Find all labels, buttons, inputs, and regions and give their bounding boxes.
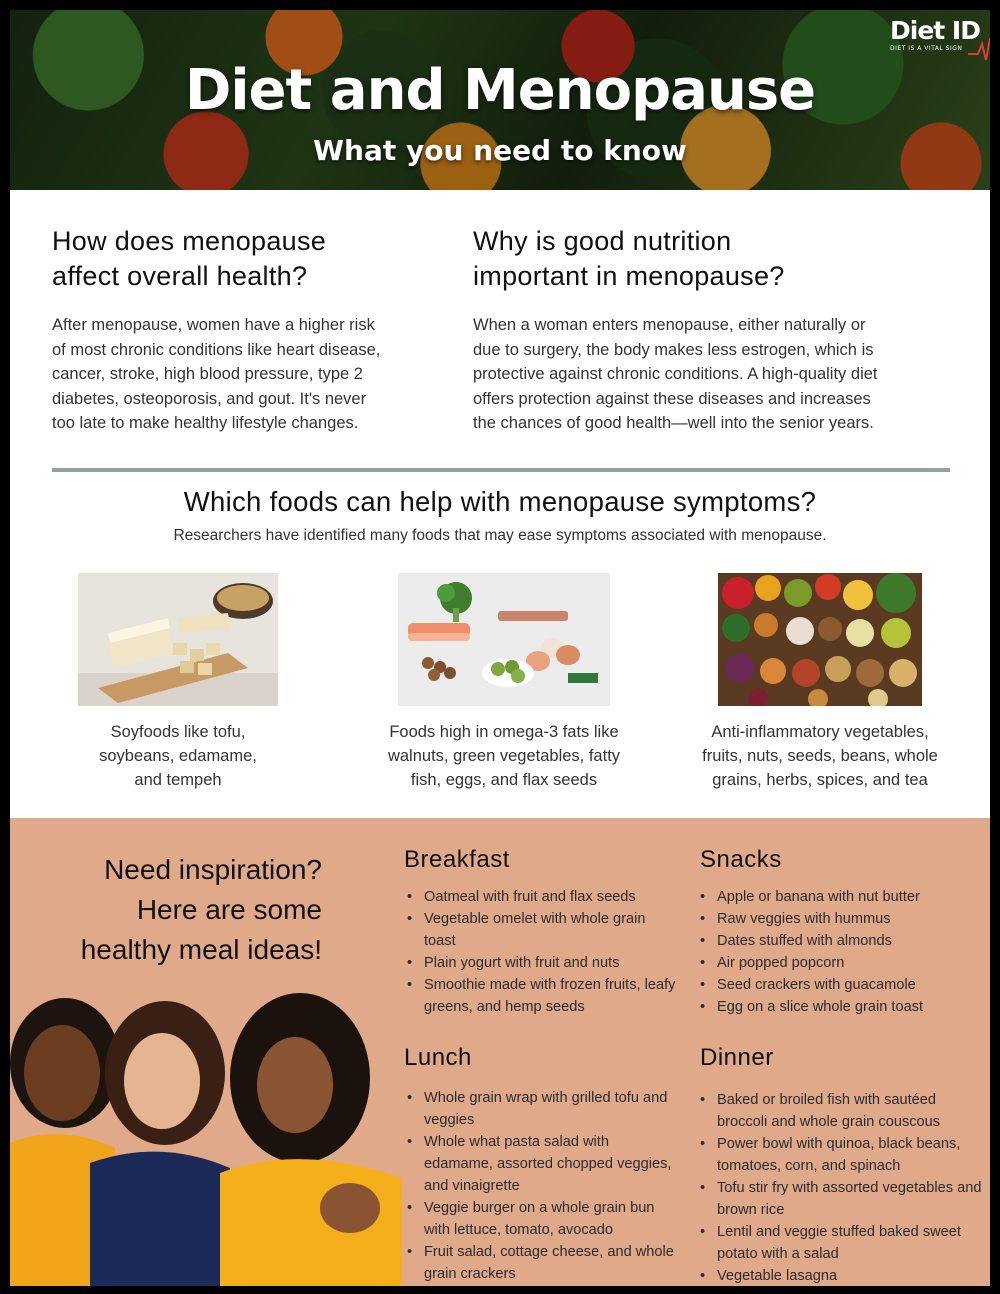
inspiration-line: Need inspiration? [104,854,322,885]
list-item: • Vegetable omelet with whole grain toast [404,908,679,952]
meal-ideas-section [10,818,990,1286]
body-line: offers protection against these diseases and increases [473,389,871,408]
diet-id-logo [890,16,980,52]
list-item: • Whole what pasta salad with edamame, assorted chopped veggies, and vinaigrette [404,1131,679,1197]
snacks-heading: Snacks [700,846,782,873]
heartbeat-icon [968,32,990,62]
logo-tagline: DIET IS A VITAL SIGN [890,45,963,52]
inspiration-line: healthy meal ideas! [80,934,322,965]
caption-line: soybeans, edamame, [99,747,257,765]
body-line: due to surgery, the body makes less estrogen, which is [473,340,874,359]
caption-line: Foods high in omega-3 fats like [389,723,619,741]
list-item: • Dates stuffed with almonds [697,930,982,952]
left-question-title [52,224,452,294]
lunch-heading: Lunch [404,1044,472,1071]
omega3-foods-image [398,573,610,706]
caption-line: walnuts, green vegetables, fatty [387,747,621,765]
inspiration-line: Here are some [136,894,322,925]
soyfoods-image [78,573,278,706]
list-item: • Raw veggies with hummus [697,908,982,930]
right-question-body [473,313,973,436]
right-title-line: Why is good nutrition [473,226,732,256]
body-line: After menopause, women have a higher risk [52,316,375,334]
caption-line: grains, herbs, spices, and tea [712,771,928,789]
women-photo [10,993,402,1286]
body-line: diabetes, osteoporosis, and gout. It's never [52,389,367,408]
anti-inflammatory-caption [670,720,970,792]
list-item: • Whole grain wrap with grilled tofu and veggies [404,1087,679,1131]
list-item: • Oatmeal with fruit and flax seeds [404,886,679,908]
list-item: • Tofu stir fry with assorted vegetables and brown rice [697,1177,982,1221]
list-item: • Apple or banana with nut butter [697,886,982,908]
body-line: cancer, stroke, high blood pressure, type 2 [52,365,363,383]
list-item: • Seed crackers with guacamole [697,974,982,996]
caption-line: fish, eggs, and flax seeds [410,771,598,789]
list-item: • Egg on a slice whole grain toast [697,996,982,1018]
snacks-list [697,886,982,1018]
anti-inflammatory-foods-image [718,573,922,706]
flyer-page [10,10,990,1286]
breakfast-list [404,886,679,1018]
body-line: of most chronic conditions like heart disease, [52,340,381,359]
section-divider [52,468,950,472]
left-title-line: affect overall health? [52,261,308,291]
hero-banner [10,10,990,190]
list-item: • Power bowl with quinoa, black beans, tomatoes, corn, and spinach [697,1133,982,1177]
list-item: • Veggie burger on a whole grain bun with lettuce, tomato, avocado [404,1197,679,1241]
list-item: • Lentil and veggie stuffed baked sweet potato with a salad [697,1221,982,1265]
caption-line: and tempeh [134,771,222,789]
caption-line: Anti-inflammatory vegetables, [711,723,929,741]
caption-line: fruits, nuts, seeds, beans, whole [702,747,938,765]
list-item: • Air popped popcorn [697,952,982,974]
page-title: Diet and Menopause [184,58,816,123]
breakfast-heading: Breakfast [404,846,510,873]
list-item: • Baked or broiled fish with sautéed broccoli and whole grain couscous [697,1089,982,1133]
soyfoods-caption [28,720,328,792]
caption-line: Soyfoods like tofu, [110,723,246,741]
body-line: When a woman enters menopause, either naturally or [473,316,866,334]
list-item: • Fruit salad, cottage cheese, and whole grain crackers [404,1241,679,1285]
body-line: the chances of good health—well into the senior years. [473,414,874,432]
body-line: too late to make healthy lifestyle changes. [52,414,359,432]
omega3-caption [354,720,654,792]
foods-heading: Which foods can help with menopause symptoms? [183,486,817,517]
dinner-heading: Dinner [700,1044,774,1071]
foods-subheading: Researchers have identified many foods that may ease symptoms associated with menopause. [173,527,827,544]
left-question-body [52,313,452,436]
left-title-line: How does menopause [52,226,327,256]
lunch-list [404,1087,679,1285]
right-question-title [473,224,973,294]
list-item: • Plain yogurt with fruit and nuts [404,952,679,974]
dinner-list [697,1089,982,1286]
inspiration-heading [30,850,322,970]
page-subtitle: What you need to know [313,134,687,167]
list-item: • Smoothie made with frozen fruits, leafy greens, and hemp seeds [404,974,679,1018]
body-line: protective against chronic conditions. A high-quality diet [473,365,878,383]
list-item: • Vegetable lasagna [697,1265,982,1286]
logo-name: Diet ID [890,16,980,45]
right-title-line: important in menopause? [473,261,785,291]
